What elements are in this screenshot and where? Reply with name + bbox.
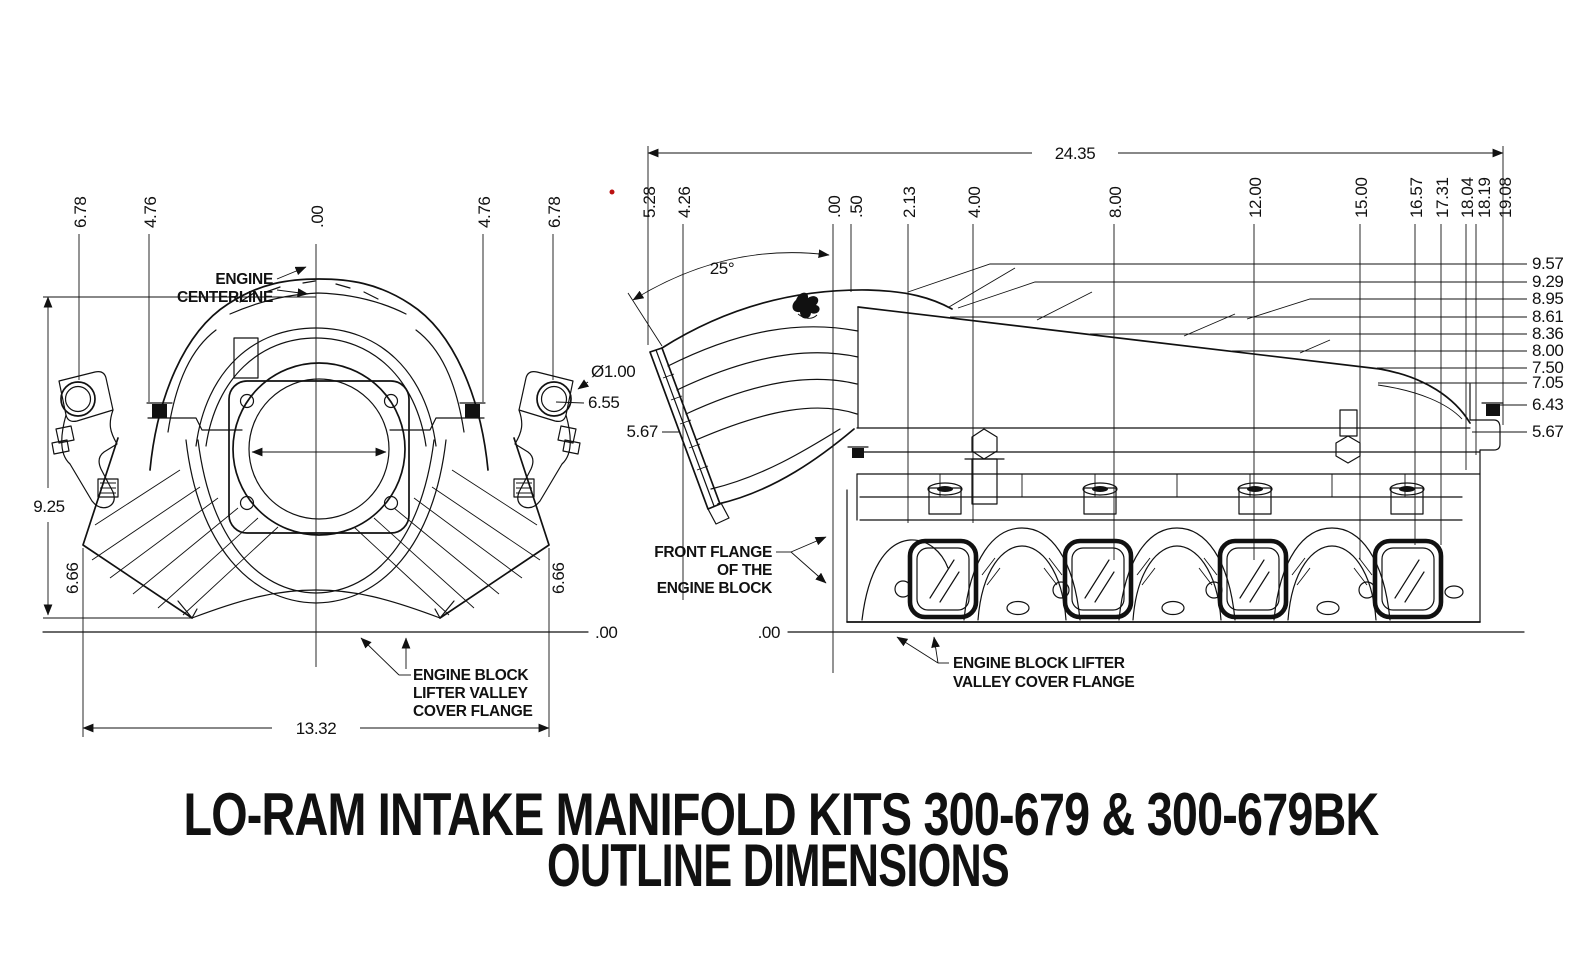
elevation-label: 5.67 — [1532, 422, 1564, 441]
front-width-label: 13.32 — [295, 719, 337, 738]
side-flange-note-leaders — [897, 637, 949, 663]
side-flange-note: ENGINE BLOCK LIFTER — [953, 655, 1125, 672]
elevation-label: 8.95 — [1532, 289, 1564, 308]
front-flange-of-block-note: OF THE — [716, 562, 772, 579]
elevation-label: 9.29 — [1532, 272, 1564, 291]
side-station-label: .50 — [847, 195, 866, 218]
front-flange-note-leaders-side — [776, 537, 826, 583]
intake-ports — [910, 541, 1441, 617]
manifold-front-outline — [150, 279, 488, 603]
hole-height-label: 6.55 — [588, 393, 620, 412]
elevation-label: 6.43 — [1532, 395, 1564, 414]
front-flange-note: ENGINE BLOCK — [413, 667, 529, 684]
drawing-title — [184, 781, 1380, 899]
title-line-1: LO-RAM INTAKE MANIFOLD KITS 300-679 & 300-679BK — [183, 781, 1380, 848]
front-halfwidth-label: 6.66 — [549, 562, 568, 594]
front-flange-note: LIFTER VALLEY — [413, 685, 528, 702]
front-station-lines — [79, 234, 553, 667]
front-flange-note: COVER FLANGE — [413, 703, 533, 720]
side-station-label: 8.00 — [1106, 186, 1125, 218]
side-view — [627, 144, 1564, 691]
engine-centerline-note: CENTERLINE — [176, 289, 273, 306]
side-station-label: 19.08 — [1496, 177, 1515, 218]
side-flange-note: VALLEY COVER FLANGE — [953, 674, 1135, 691]
side-station-label: 17.31 — [1433, 177, 1452, 218]
side-station-label: 15.00 — [1352, 177, 1371, 218]
elevation-label: 7.05 — [1532, 373, 1564, 392]
side-station-label: .00 — [825, 195, 844, 218]
front-station-label: 6.78 — [545, 196, 564, 228]
front-halfwidth-label: 6.66 — [63, 562, 82, 594]
throttle-body-flange — [229, 363, 409, 535]
elevation-label: 8.61 — [1532, 307, 1564, 326]
inlet-tube — [650, 290, 952, 524]
elevation-label: 8.36 — [1532, 324, 1564, 343]
runner-body — [847, 410, 1480, 622]
red-dot-marker — [610, 190, 615, 195]
overall-length-label: 24.35 — [1054, 144, 1096, 163]
side-station-label: 18.19 — [1475, 177, 1494, 218]
side-station-label: 18.04 — [1458, 177, 1477, 218]
elevation-label: 8.00 — [1532, 341, 1564, 360]
side-station-label: 5.28 — [640, 186, 659, 218]
hole-diameter-leader — [578, 382, 588, 389]
injector-bosses — [928, 483, 1424, 514]
side-station-label: 4.26 — [675, 186, 694, 218]
front-baseline-label: .00 — [595, 623, 618, 642]
front-station-label: .00 — [308, 205, 327, 228]
elevation-label: 9.57 — [1532, 254, 1564, 273]
front-station-label: 6.78 — [71, 196, 90, 228]
elevation-leaders — [908, 264, 1527, 432]
front-right-wing — [316, 372, 580, 618]
hole-diameter-label: Ø1.00 — [591, 362, 636, 381]
side-station-label: 16.57 — [1407, 177, 1426, 218]
side-station-label: 12.00 — [1246, 177, 1265, 218]
front-flange-note-leaders — [361, 638, 411, 675]
engine-centerline-note: ENGINE — [215, 271, 273, 288]
inlet-flange-height-label: 5.67 — [626, 422, 658, 441]
side-station-label: 2.13 — [900, 186, 919, 218]
front-station-label: 4.76 — [475, 196, 494, 228]
front-view — [33, 197, 635, 739]
elevation-label: 7.50 — [1532, 358, 1564, 377]
front-left-wing — [52, 372, 316, 618]
side-station-label: 4.00 — [965, 186, 984, 218]
inlet-angle-label: 25° — [709, 259, 735, 278]
front-station-label: 4.76 — [141, 196, 160, 228]
front-flange-of-block-note: ENGINE BLOCK — [656, 580, 772, 597]
front-height-label: 9.25 — [33, 497, 65, 516]
side-baseline-label: .00 — [757, 623, 780, 642]
hold-down-bolts — [965, 410, 1360, 504]
title-line-2: OUTLINE DIMENSIONS — [547, 832, 1009, 899]
front-flange-of-block-note: FRONT FLANGE — [654, 544, 772, 561]
